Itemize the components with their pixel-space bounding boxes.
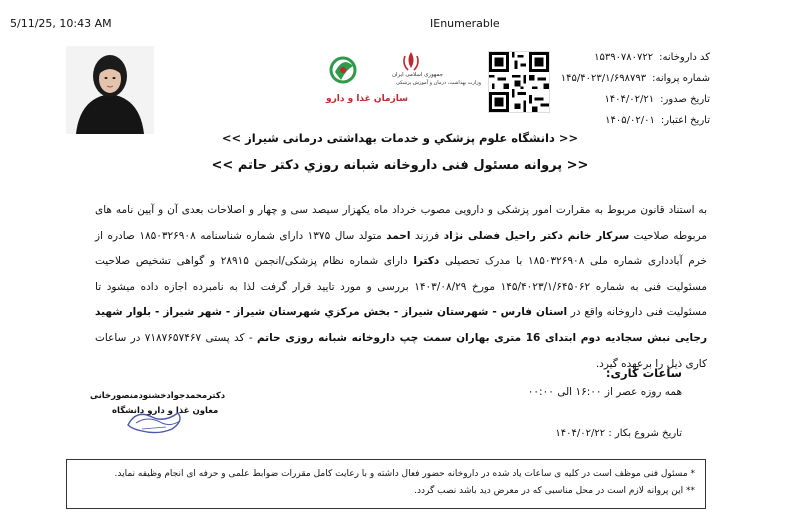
meta-issue-date xyxy=(500,89,710,110)
license-title: << پروانه مسئول فنی داروخانه شبانه روزي دکتر حاتم >> xyxy=(211,158,589,173)
note-item: * مسئول فنی موظف است در کلیه ی ساعات یاد شده در داروخانه حضور فعال داشته و با رعایت کامل مقررات ضوابط علمی و حرفه ای انجام وظیفه نماید. xyxy=(114,469,695,479)
fda-leaf-icon xyxy=(331,58,355,82)
ministry-logo xyxy=(326,48,482,110)
university-name: << دانشگاه علوم پزشکي و خدمات بهداشتی درمانی شيراز >> xyxy=(221,131,579,145)
emblem-text: جمهوری اسلامی ایران xyxy=(392,72,444,78)
father-name: احمد xyxy=(386,229,411,242)
meta-label: تاریخ اعتبار: xyxy=(660,115,710,126)
pharmacy-address: استان فارس - شهرستان شیراز - بخش مرکزي شهرستان شیراز - شهر شیراز - بلوار شهید رجایی نبش سجادیه دوم ابتدای 16 متری بهاران سمت چپ داروخانه شبانه روزی حاتم xyxy=(95,306,707,344)
meta-label: شماره پروانه: xyxy=(652,73,710,84)
ministry-name: وزارت بهداشت، درمان و آموزش پزشکی xyxy=(396,80,482,86)
meta-valid-date xyxy=(500,110,710,131)
signatory-name: دکترمحمدجوادخشنودمنصورخانی xyxy=(90,391,226,401)
signatory-role: معاون غذا و دارو دانشگاه xyxy=(112,406,219,416)
body-text-2: فرزند xyxy=(410,229,444,242)
meta-pharmacy-code xyxy=(500,47,710,68)
meta-value: ۱۴۵/۴۰۲۳/۱/۶۹۸۷۹۳ xyxy=(560,73,647,84)
print-datetime: 5/11/25, 10:43 AM xyxy=(10,17,112,30)
meta-label: تاریخ صدور: xyxy=(660,94,710,105)
note-item: ** این پروانه لازم است در محل مناسبی که در معرض دید باشد نصب گردد. xyxy=(414,486,695,496)
body-text-3: متولد سال ۱۳۷۵ دارای شماره شناسنامه ۱۸۵۰۳۲۶۹۰۸ صادره از خرم آبادداری شماره ملی ۱۸۵۰۳۲۶۹۰۸ با مدرک تحصیلی xyxy=(95,229,707,268)
signature-stamp xyxy=(122,405,192,437)
meta-value: ۱۴۰۴/۰۲/۲۱ xyxy=(604,94,655,105)
iran-emblem-icon xyxy=(404,52,418,70)
meta-value: ۱۵۳۹۰۷۸۰۷۲۲ xyxy=(594,52,654,63)
notes-box xyxy=(66,459,706,509)
working-hours-title: ساعات کاری: xyxy=(605,366,682,380)
profile-photo xyxy=(66,46,154,134)
meta-label: کد داروخانه: xyxy=(659,52,710,63)
body-text-5: - کد پستی ۷۱۸۷۶۵۷۴۶۷ در ساعات کاری ذیل را برعهده گیرد. xyxy=(95,331,707,370)
holder-name: سرکار خانم دکتر راحیل فضلی نژاد xyxy=(443,229,630,242)
body-text-4: دارای شماره نظام پزشکی/انجمن ۲۸۹۱۵ و گواهی تشخیص صلاحیت مسئولیت فنی به شماره ۱۴۵/۴۰۲۳/۱/۶۴۵۰۶۲ مورخ ۱۴۰۳/۰۸/۲۹ بررسی و مورد تایید قرار گرفت لذا به نامبرده اجازه داده میشود تا مسئولیت فنی داروخانه واقع در xyxy=(95,255,707,319)
meta-value: ۱۴۰۵/۰۲/۰۱ xyxy=(605,115,655,126)
working-hours-value: همه روزه عصر از ۱۶:۰۰ الی ۰۰:۰۰ xyxy=(527,386,682,398)
meta-license-number xyxy=(500,68,710,89)
body-text-1: به استناد قانون مربوط به مقرارت امور پزشکی و دارویی مصوب خرداد ماه یکهزار سیصد سی و چهار و اصلاحات بعدی آن و آیین نامه های مربوطه صلاحیت xyxy=(95,204,708,242)
license-meta xyxy=(500,47,710,131)
print-page-title: IEnumerable xyxy=(430,17,500,30)
license-body xyxy=(95,198,707,377)
org-name: سازمان غذا و دارو xyxy=(326,94,408,104)
degree: دکترا xyxy=(413,255,440,268)
start-date: تاریخ شروع بکار : ۱۴۰۴/۰۲/۲۲ xyxy=(555,428,682,439)
